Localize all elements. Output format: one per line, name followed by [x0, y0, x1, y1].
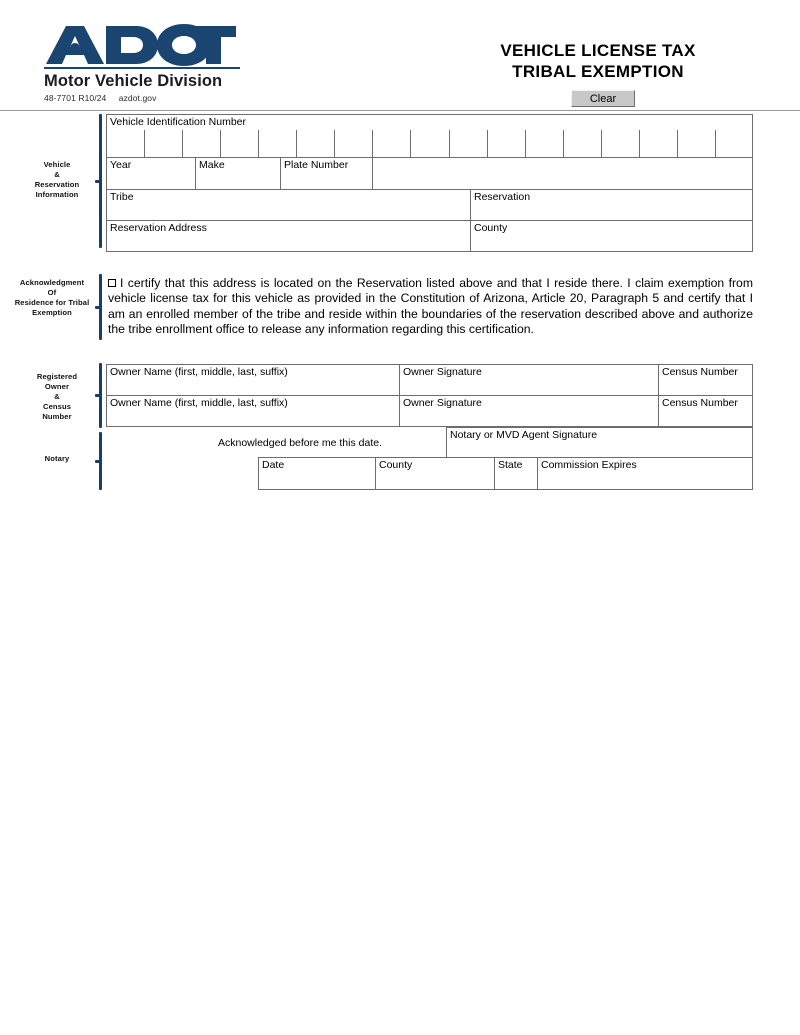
logo-underline-rule — [44, 67, 240, 69]
notary-date-label: Date — [262, 459, 285, 471]
label-line: Notary — [44, 454, 70, 463]
county-label: County — [474, 222, 508, 234]
vin-comb-separator — [639, 130, 640, 158]
tribe-field[interactable] — [106, 189, 471, 221]
vin-comb-separator — [258, 130, 259, 158]
owner-signature-label-2: Owner Signature — [403, 397, 482, 409]
header-divider — [0, 110, 800, 111]
owner-name-label-2: Owner Name (first, middle, last, suffix) — [110, 397, 288, 409]
adot-wordmark-logo — [44, 24, 236, 66]
vin-comb-separator — [449, 130, 450, 158]
logo-subtitle: Motor Vehicle Division — [44, 72, 223, 90]
clear-button[interactable]: Clear — [571, 90, 635, 107]
label-line: Exemption — [32, 308, 72, 317]
website-text: azdot.gov — [118, 93, 157, 103]
section-label-notary — [18, 454, 96, 464]
vin-comb-separator — [144, 130, 145, 158]
certification-text: I certify that this address is located on the Reservation listed above and that I reside there. I claim exemption from vehicle license tax for this vehicle as provided in the Constitution of Arizona, Article 20, Paragraph 5 and certify that I am an enrolled member of the tribe and reside within the boundaries of the reservation described above and authorize the tribe enrollment office to release any information regarding this certification. — [108, 276, 753, 337]
label-line: Vehicle — [43, 160, 71, 169]
county-field[interactable] — [470, 220, 753, 252]
owner-signature-field-1[interactable] — [399, 364, 659, 396]
label-line: Reservation — [34, 180, 80, 189]
label-line: Number — [42, 412, 72, 421]
form-title-line-2: TRIBAL EXEMPTION — [512, 62, 684, 81]
census-number-label-2: Census Number — [662, 397, 738, 409]
section-label-acknowledgment — [4, 278, 100, 318]
vin-comb-separator — [220, 130, 221, 158]
form-number: 48-7701 R10/24 — [44, 93, 107, 103]
commission-expires-field[interactable] — [537, 457, 753, 490]
acknowledged-before-me-text: Acknowledged before me this date. — [217, 437, 383, 449]
vin-comb-separator — [677, 130, 678, 158]
label-line: Acknowledgment — [19, 278, 85, 287]
owner-signature-label-1: Owner Signature — [403, 366, 482, 378]
vin-comb-separator — [563, 130, 564, 158]
vin-comb-separator — [334, 130, 335, 158]
notary-date-field[interactable] — [258, 457, 376, 490]
label-line: Residence for Tribal — [14, 298, 90, 307]
vin-label: Vehicle Identification Number — [110, 116, 246, 128]
form-title — [400, 40, 796, 82]
census-number-field-2[interactable] — [658, 395, 753, 427]
page-header — [0, 0, 800, 112]
label-line: & — [54, 392, 60, 401]
bracket-registered-owner-section — [95, 363, 105, 428]
census-number-field-1[interactable] — [658, 364, 753, 396]
vin-comb-separator — [296, 130, 297, 158]
vin-comb-separator — [525, 130, 526, 158]
label-line: & — [54, 170, 60, 179]
certification-checkbox[interactable] — [108, 279, 116, 287]
reservation-address-field[interactable] — [106, 220, 471, 252]
plate-number-label: Plate Number — [284, 159, 349, 171]
reservation-label: Reservation — [474, 191, 531, 203]
label-line: Census — [42, 402, 72, 411]
certification-statement — [108, 276, 753, 338]
vin-comb-separator — [182, 130, 183, 158]
reservation-field[interactable] — [470, 189, 753, 221]
bracket-notary-section — [95, 432, 105, 490]
form-meta-line — [44, 93, 284, 103]
bracket-acknowledgment-section — [95, 274, 105, 340]
plate-number-field[interactable] — [280, 157, 373, 190]
year-field[interactable] — [106, 157, 196, 190]
vin-comb-separator — [372, 130, 373, 158]
notary-county-field[interactable] — [375, 457, 495, 490]
label-line: Information — [35, 190, 79, 199]
label-line: Registered — [36, 372, 78, 381]
vin-field[interactable] — [106, 114, 753, 158]
year-label: Year — [110, 159, 132, 171]
make-label: Make — [199, 159, 225, 171]
label-line: Owner — [44, 382, 70, 391]
section-label-registered-owner — [18, 372, 96, 422]
notary-county-label: County — [379, 459, 413, 471]
census-number-label-1: Census Number — [662, 366, 738, 378]
owner-name-field-1[interactable] — [106, 364, 400, 396]
vin-comb-separator — [715, 130, 716, 158]
adot-logo-block — [44, 24, 284, 103]
owner-name-field-2[interactable] — [106, 395, 400, 427]
owner-signature-field-2[interactable] — [399, 395, 659, 427]
section-label-vehicle-reservation — [18, 160, 96, 200]
vin-comb-separator — [601, 130, 602, 158]
label-line: Of — [47, 288, 57, 297]
notary-signature-field[interactable] — [446, 427, 753, 458]
vin-comb-separator — [410, 130, 411, 158]
notary-state-field[interactable] — [494, 457, 538, 490]
certification-paragraph — [108, 276, 753, 338]
bracket-vehicle-section — [95, 114, 105, 248]
tribe-label: Tribe — [110, 191, 134, 203]
owner-name-label-1: Owner Name (first, middle, last, suffix) — [110, 366, 288, 378]
commission-expires-label: Commission Expires — [541, 459, 637, 471]
vin-comb-separator — [487, 130, 488, 158]
vehicle-row-spacer — [372, 157, 753, 190]
reservation-address-label: Reservation Address — [110, 222, 207, 234]
form-title-line-1: VEHICLE LICENSE TAX — [500, 41, 696, 60]
make-field[interactable] — [195, 157, 281, 190]
notary-state-label: State — [498, 459, 523, 471]
notary-signature-label: Notary or MVD Agent Signature — [450, 429, 598, 441]
